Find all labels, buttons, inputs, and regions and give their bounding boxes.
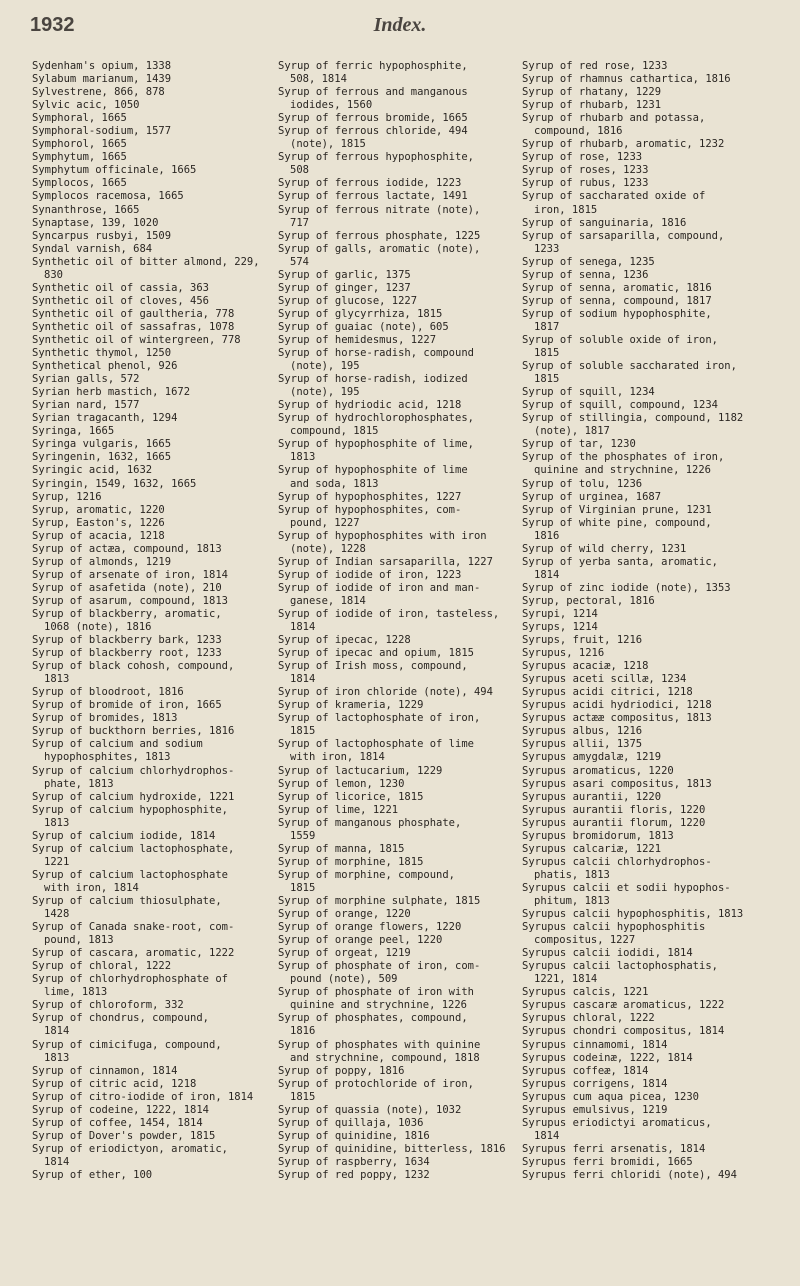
index-entry: Syrupus aurantii floris, 1220	[522, 803, 706, 816]
index-entry-continuation: and strychnine, compound, 1818	[290, 1051, 480, 1064]
index-entry-continuation: 574	[290, 255, 309, 268]
index-entry: Syrup of hypophosphites, com-	[278, 503, 462, 516]
index-entry: Syrup, Easton's, 1226	[32, 516, 165, 529]
index-entry-continuation: 1559	[290, 829, 316, 842]
index-entry: Syrup of almonds, 1219	[32, 555, 172, 568]
index-entry-continuation: 1813	[44, 673, 70, 686]
index-entry: Syrup of Indian sarsaparilla, 1227	[278, 555, 493, 568]
index-entry: Syrup of bromides, 1813	[32, 712, 178, 725]
index-entry: Syrup of hydriodic acid, 1218	[278, 399, 462, 412]
index-entry: Syrup of rhubarb and potassa,	[522, 112, 706, 125]
index-entry: Syrup of glycyrrhiza, 1815	[278, 307, 443, 320]
index-entry: Symplocos, 1665	[32, 177, 127, 190]
index-entry-continuation: 1815	[290, 725, 316, 738]
index-entry: Syrup of poppy, 1816	[278, 1064, 405, 1077]
index-entry: Synthetic oil of sassafras, 1078	[32, 320, 235, 333]
page-year: 1932	[30, 14, 75, 36]
index-entry: Syrian tragacanth, 1294	[32, 412, 178, 425]
index-entry-continuation: 1816	[290, 1025, 316, 1038]
index-entry-continuation: 1221, 1814	[534, 973, 598, 986]
index-entry: Syrupus acidi citrici, 1218	[522, 686, 693, 699]
index-entry: Syrup of ferrous iodide, 1223	[278, 177, 462, 190]
index-entry: Syrup of cascara, aromatic, 1222	[32, 947, 235, 960]
index-entry: Syrup of ginger, 1237	[278, 281, 411, 294]
index-entry: Syrian nard, 1577	[32, 399, 140, 412]
index-entry: Syrup of ferrous nitrate (note),	[278, 203, 481, 216]
index-entry: Sydenham's opium, 1338	[32, 60, 172, 72]
index-entry-continuation: (note), 1815	[290, 138, 366, 151]
index-entry: Syrupus asari compositus, 1813	[522, 777, 712, 790]
index-entry: Syrup of orange, 1220	[278, 908, 411, 921]
index-entry: Synthetic oil of gaultheria, 778	[32, 307, 235, 320]
index-entry: Syrup of lactophosphate of lime	[278, 738, 474, 751]
index-entry: Syrupus bromidorum, 1813	[522, 829, 674, 842]
index-entry: Syrupus calcii chlorhydrophos-	[522, 855, 712, 868]
index-entry-continuation: 1816	[534, 529, 560, 542]
index-entry-continuation: compound, 1816	[534, 125, 623, 138]
index-entry-continuation: lime, 1813	[44, 986, 108, 999]
index-entry: Syrup of calcium hydroxide, 1221	[32, 790, 235, 803]
index-entry: Syrup of senna, 1236	[522, 268, 649, 281]
index-entry: Syrupus chondri compositus, 1814	[522, 1025, 725, 1038]
index-entry-continuation: 1815	[290, 881, 316, 894]
index-entry: Syrup of phosphate of iron, com-	[278, 960, 481, 973]
index-entry: Syrup of senna, compound, 1817	[522, 294, 712, 307]
index-entry: Synanthrose, 1665	[32, 203, 140, 216]
index-entry: Syrup of chloral, 1222	[32, 960, 172, 973]
index-entry: Syrup of ferrous chloride, 494	[278, 125, 468, 138]
index-entry: Syrup of orange peel, 1220	[278, 934, 443, 947]
index-entry: Syrup of raspberry, 1634	[278, 1155, 430, 1168]
index-entry: Syrup of lemon, 1230	[278, 777, 405, 790]
index-entry: Syrupi, 1214	[522, 607, 598, 620]
index-entry-continuation: 1428	[44, 908, 70, 921]
index-entry: Syrup of ether, 100	[32, 1168, 153, 1181]
index-entry: Syrup of Canada snake-root, com-	[32, 921, 235, 934]
index-entry: Syncarpus rusbyi, 1509	[32, 229, 172, 242]
index-entry: Syrup of citric acid, 1218	[32, 1077, 197, 1090]
index-entry: Syrupus cascaræ aromaticus, 1222	[522, 999, 725, 1012]
index-entry: Syrup of asafetida (note), 210	[32, 581, 222, 594]
index-entry: Synthetic oil of cloves, 456	[32, 294, 210, 307]
index-entry: Synthetic thymol, 1250	[32, 347, 172, 360]
index-entry: Syrup of ipecac, 1228	[278, 634, 411, 647]
index-entry: Syrup of sarsaparilla, compound,	[522, 229, 725, 242]
index-entry: Syrup of horse-radish, iodized	[278, 373, 468, 386]
index-entry-continuation: compositus, 1227	[534, 934, 636, 947]
index-entry: Syrupus calcii iodidi, 1814	[522, 947, 693, 960]
index-entry: Syrup of sanguinaria, 1816	[522, 216, 687, 229]
index-entry-continuation: 1814	[534, 568, 560, 581]
index-entry: Syrup of ferrous and manganous	[278, 86, 468, 99]
index-entry: Syrup of manna, 1815	[278, 842, 405, 855]
index-entry: Syrup of soluble oxide of iron,	[522, 333, 718, 346]
index-entry: Syringic acid, 1632	[32, 464, 153, 477]
page-title: Index.	[373, 14, 427, 36]
index-entry-continuation: compound, 1815	[290, 425, 379, 438]
index-entry: Syrup of soluble saccharated iron,	[522, 360, 737, 373]
index-entry-continuation: hypophosphites, 1813	[44, 751, 171, 764]
index-entry: Syrup of black cohosh, compound,	[32, 660, 235, 673]
index-entry: Syrup of urginea, 1687	[522, 490, 662, 503]
index-entry-continuation: 1814	[290, 621, 316, 634]
index-entry: Syrupus aurantii florum, 1220	[522, 816, 706, 829]
index-entry-continuation: (note), 195	[290, 386, 360, 399]
index-entry: Syrup of tolu, 1236	[522, 477, 643, 490]
index-entry: Syrup of calcium lactophosphate,	[32, 842, 235, 855]
index-column-3	[522, 60, 760, 1182]
index-entry-continuation: 508	[290, 164, 309, 177]
index-entry: Syrup of actæa, compound, 1813	[32, 542, 222, 555]
index-entry: Syrup, aromatic, 1220	[32, 503, 165, 516]
index-entry: Syrup of blackberry, aromatic,	[32, 607, 222, 620]
index-entry: Syrupus calcii hypophosphitis, 1813	[522, 908, 744, 921]
index-entry: Syrup of rhubarb, aromatic, 1232	[522, 138, 725, 151]
index-entry: Symphoral, 1665	[32, 112, 127, 125]
index-entry-continuation: 1817	[534, 320, 560, 333]
index-entry: Syrupus chloral, 1222	[522, 1012, 655, 1025]
index-entry: Syringa vulgaris, 1665	[32, 438, 172, 451]
index-entry: Synthetic oil of cassia, 363	[32, 281, 210, 294]
index-entry: Syrup of blackberry root, 1233	[32, 647, 222, 660]
index-entry: Syrup of lactucarium, 1229	[278, 764, 443, 777]
index-entry: Symphytum officinale, 1665	[32, 164, 197, 177]
index-entry: Syrup of Virginian prune, 1231	[522, 503, 712, 516]
index-entry: Syrup of garlic, 1375	[278, 268, 411, 281]
index-entry: Syrup of sodium hypophosphite,	[522, 307, 712, 320]
index-entry: Sylvic acic, 1050	[32, 99, 140, 112]
index-entry: Syrup of hypophosphites with iron	[278, 529, 487, 542]
index-entry: Syrupus calcii lactophosphatis,	[522, 960, 718, 973]
index-entry-continuation: (note), 1228	[290, 542, 366, 555]
index-entry: Syrupus aromaticus, 1220	[522, 764, 674, 777]
index-entry: Syrup of stillingia, compound, 1182	[522, 412, 744, 425]
index-entry: Syrup of calcium and sodium	[32, 738, 203, 751]
index-entry: Syrup of senna, aromatic, 1816	[522, 281, 712, 294]
index-entry: Syringa, 1665	[32, 425, 115, 438]
index-entry-continuation: (note), 195	[290, 360, 360, 373]
index-entry: Syrup of chlorhydrophosphate of	[32, 973, 228, 986]
index-entry: Symphorol, 1665	[32, 138, 127, 151]
index-entry-continuation: 1815	[534, 373, 560, 386]
index-entry: Syrupus calcii hypophosphitis	[522, 921, 706, 934]
index-entry: Symphoral-sodium, 1577	[32, 125, 172, 138]
index-entry: Syrup, pectoral, 1816	[522, 594, 655, 607]
index-entry: Syrup of morphine, 1815	[278, 855, 424, 868]
index-entry-continuation: iodides, 1560	[290, 99, 373, 112]
index-entry: Syrup of cimicifuga, compound,	[32, 1038, 222, 1051]
index-entry: Syrup of hydrochlorophosphates,	[278, 412, 474, 425]
index-entry: Syrupus cinnamomi, 1814	[522, 1038, 668, 1051]
index-entry: Syrup of ferrous hypophosphite,	[278, 151, 474, 164]
index-entry: Syrup of asarum, compound, 1813	[32, 594, 228, 607]
index-entry: Syrup of morphine sulphate, 1815	[278, 895, 481, 907]
index-entry: Syrup of iodide of iron and man-	[278, 581, 481, 594]
index-entry: Syrupus ferri bromidi, 1665	[522, 1155, 693, 1168]
index-entry-continuation: phitum, 1813	[534, 895, 610, 907]
index-entry: Syrup of squill, compound, 1234	[522, 399, 718, 412]
index-entry-continuation: 1815	[534, 347, 560, 360]
index-entry-continuation: quinine and strychnine, 1226	[290, 999, 468, 1012]
index-entry: Syrup of hypophosphite of lime,	[278, 438, 474, 451]
index-entry: Syrup of calcium iodide, 1814	[32, 829, 216, 842]
index-entry-continuation: phatis, 1813	[534, 868, 610, 881]
index-entry: Syringin, 1549, 1632, 1665	[32, 477, 197, 490]
index-entry-continuation: pound (note), 509	[290, 973, 398, 986]
index-entry: Syrup of coffee, 1454, 1814	[32, 1116, 203, 1129]
index-entry: Syrup of quinidine, 1816	[278, 1129, 430, 1142]
index-entry: Synthetic oil of wintergreen, 778	[32, 333, 241, 346]
index-entry: Syrup of hypophosphites, 1227	[278, 490, 462, 503]
index-entry: Syrup of eriodictyon, aromatic,	[32, 1142, 228, 1155]
index-entry: Sylabum marianum, 1439	[32, 73, 172, 86]
index-entry: Syrup of zinc iodide (note), 1353	[522, 581, 731, 594]
index-entry-continuation: quinine and strychnine, 1226	[534, 464, 712, 477]
index-entry: Syrupus albus, 1216	[522, 725, 643, 738]
index-entry: Syrup of phosphate of iron with	[278, 986, 474, 999]
index-entry: Syrup of iodide of iron, 1223	[278, 568, 462, 581]
index-entry: Syrup of protochloride of iron,	[278, 1077, 474, 1090]
index-entry: Syrupus cum aqua picea, 1230	[522, 1090, 700, 1103]
index-entry: Syrup of acacia, 1218	[32, 529, 165, 542]
index-entry: Sylvestrene, 866, 878	[32, 86, 165, 99]
index-entry: Syrup of arsenate of iron, 1814	[32, 568, 228, 581]
index-entry-continuation: ganese, 1814	[290, 594, 366, 607]
index-entry: Syrupus acaciæ, 1218	[522, 660, 649, 673]
index-entry-continuation: 717	[290, 216, 309, 229]
index-entry: Syrupus ferri arsenatis, 1814	[522, 1142, 706, 1155]
index-entry-continuation: 1813	[290, 451, 316, 464]
index-entry: Synaptase, 139, 1020	[32, 216, 159, 229]
index-entry-continuation: 508, 1814	[290, 73, 347, 86]
index-entry: Syrup of ferrous bromide, 1665	[278, 112, 468, 125]
index-entry: Syrup of bloodroot, 1816	[32, 686, 184, 699]
index-entry: Synthetical phenol, 926	[32, 360, 178, 373]
index-entry: Syrup of quassia (note), 1032	[278, 1103, 462, 1116]
index-entry: Syrian galls, 572	[32, 373, 140, 386]
index-entry: Syrup of phosphates, compound,	[278, 1012, 468, 1025]
index-entry: Syrupus corrigens, 1814	[522, 1077, 668, 1090]
index-entry-continuation: 1814	[534, 1129, 560, 1142]
index-entry: Synthetic oil of bitter almond, 229,	[32, 255, 260, 268]
index-entry: Syrup of hypophosphite of lime	[278, 464, 468, 477]
index-entry: Syringenin, 1632, 1665	[32, 451, 172, 464]
index-entry: Syrup of white pine, compound,	[522, 516, 712, 529]
index-entry: Syrupus, 1216	[522, 647, 605, 660]
index-entry: Syrup of calcium chlorhydrophos-	[32, 764, 235, 777]
index-entry-continuation: 1814	[290, 673, 316, 686]
index-entry: Syrup of cinnamon, 1814	[32, 1064, 178, 1077]
index-entry: Syrup of orange flowers, 1220	[278, 921, 462, 934]
index-entry: Symplocos racemosa, 1665	[32, 190, 184, 203]
index-entry: Syrup, 1216	[32, 490, 102, 503]
index-entry: Syrup of red poppy, 1232	[278, 1168, 430, 1181]
index-entry: Syrupus calcii et sodii hypophos-	[522, 881, 731, 894]
index-column-2	[278, 60, 516, 1182]
index-entry: Syrup of manganous phosphate,	[278, 816, 462, 829]
index-entry: Syrup of codeine, 1222, 1814	[32, 1103, 210, 1116]
index-entry: Syrup of krameria, 1229	[278, 699, 424, 712]
index-entry: Syrupus ferri chloridi (note), 494	[522, 1168, 737, 1181]
index-entry: Syrupus coffeæ, 1814	[522, 1064, 649, 1077]
index-entry: Syrup of ipecac and opium, 1815	[278, 647, 474, 660]
index-entry: Syrup of licorice, 1815	[278, 790, 424, 803]
index-entry: Syrupus calcariæ, 1221	[522, 842, 662, 855]
index-entry-continuation: 1221	[44, 855, 70, 868]
index-entry: Syrupus eriodictyi aromaticus,	[522, 1116, 712, 1129]
index-entry-continuation: 1068 (note), 1816	[44, 621, 152, 634]
index-entry: Syrup of iodide of iron, tasteless,	[278, 607, 500, 620]
index-entry: Syrup of roses, 1233	[522, 164, 649, 177]
index-entry-continuation: 1813	[44, 1051, 70, 1064]
index-entry: Syrup of Irish moss, compound,	[278, 660, 468, 673]
index-entry-continuation: pound, 1227	[290, 516, 360, 529]
index-entry: Syrup of bromide of iron, 1665	[32, 699, 222, 712]
index-entry: Syrup of citro-iodide of iron, 1814	[32, 1090, 254, 1103]
index-entry: Syrup of calcium hypophosphite,	[32, 803, 228, 816]
index-entry-continuation: 1814	[44, 1155, 70, 1168]
index-entry: Syrup of lactophosphate of iron,	[278, 712, 481, 725]
index-entry: Syrup of tar, 1230	[522, 438, 636, 451]
index-entry: Syrup of lime, 1221	[278, 803, 399, 816]
index-entry-continuation: 1815	[290, 1090, 316, 1103]
index-entry: Syrup of chondrus, compound,	[32, 1012, 210, 1025]
index-entry: Syrup of buckthorn berries, 1816	[32, 725, 235, 738]
index-entry: Syrup of quillaja, 1036	[278, 1116, 424, 1129]
index-entry: Syrup of phosphates with quinine	[278, 1038, 481, 1051]
index-entry: Syrup of horse-radish, compound	[278, 347, 474, 360]
index-entry: Syrupus actææ compositus, 1813	[522, 712, 712, 725]
index-entry: Syrup of guaiac (note), 605	[278, 320, 449, 333]
index-entry: Syrup of rhamnus cathartica, 1816	[522, 73, 731, 86]
index-entry: Syrup of rubus, 1233	[522, 177, 649, 190]
index-entry: Syrup of quinidine, bitterless, 1816	[278, 1142, 506, 1155]
index-entry: Syrup of the phosphates of iron,	[522, 451, 725, 464]
index-entry-continuation: with iron, 1814	[290, 751, 385, 764]
index-entry: Syrupus aceti scillæ, 1234	[522, 673, 687, 686]
index-entry: Syrup of hemidesmus, 1227	[278, 333, 437, 346]
index-entry: Syrup of wild cherry, 1231	[522, 542, 687, 555]
index-entry: Syrups, fruit, 1216	[522, 634, 643, 647]
index-entry: Syndal varnish, 684	[32, 242, 153, 255]
index-entry: Syrup of ferrous lactate, 1491	[278, 190, 468, 203]
index-entry-continuation: 1233	[534, 242, 560, 255]
index-entry: Syrian herb mastich, 1672	[32, 386, 191, 399]
index-entry: Syrup of red rose, 1233	[522, 60, 668, 72]
index-entry: Syrup of squill, 1234	[522, 386, 655, 399]
index-entry-continuation: phate, 1813	[44, 777, 114, 790]
index-entry: Syrup of calcium lactophosphate	[32, 868, 228, 881]
index-entry-continuation: (note), 1817	[534, 425, 610, 438]
index-entry-continuation: 1814	[44, 1025, 70, 1038]
index-entry: Syrupus emulsivus, 1219	[522, 1103, 668, 1116]
index-entry: Syrup of ferrous phosphate, 1225	[278, 229, 481, 242]
index-entry: Syrup of ferric hypophosphite,	[278, 60, 468, 72]
index-entry-continuation: pound, 1813	[44, 934, 114, 947]
index-entry: Syrup of rhatany, 1229	[522, 86, 662, 99]
index-entry: Syrupus amygdalæ, 1219	[522, 751, 662, 764]
index-column-1	[32, 60, 270, 1182]
index-entry: Syrup of iron chloride (note), 494	[278, 686, 493, 699]
index-entry-continuation: and soda, 1813	[290, 477, 379, 490]
index-entry: Syrup of glucose, 1227	[278, 294, 418, 307]
index-entry: Symphytum, 1665	[32, 151, 127, 164]
index-entry: Syrups, 1214	[522, 621, 598, 634]
index-entry-continuation: with iron, 1814	[44, 881, 139, 894]
index-entry-continuation: iron, 1815	[534, 203, 598, 216]
index-entry: Syrup of orgeat, 1219	[278, 947, 411, 960]
index-entry: Syrupus codeinæ, 1222, 1814	[522, 1051, 693, 1064]
index-entry: Syrup of yerba santa, aromatic,	[522, 555, 718, 568]
index-entry: Syrup of saccharated oxide of	[522, 190, 706, 203]
index-entry: Syrupus aurantii, 1220	[522, 790, 662, 803]
index-entry: Syrup of calcium thiosulphate,	[32, 895, 222, 907]
index-entry-continuation: 830	[44, 268, 63, 281]
index-entry: Syrup of Dover's powder, 1815	[32, 1129, 216, 1142]
index-entry: Syrupus acidi hydriodici, 1218	[522, 699, 712, 712]
page-header	[0, 14, 800, 44]
index-entry: Syrup of rose, 1233	[522, 151, 643, 164]
index-entry: Syrup of rhubarb, 1231	[522, 99, 662, 112]
index-entry: Syrup of galls, aromatic (note),	[278, 242, 481, 255]
index-entry: Syrup of senega, 1235	[522, 255, 655, 268]
index-entry: Syrup of morphine, compound,	[278, 868, 456, 881]
index-entry: Syrup of chloroform, 332	[32, 999, 184, 1012]
index-entry: Syrup of blackberry bark, 1233	[32, 634, 222, 647]
index-entry: Syrupus allii, 1375	[522, 738, 643, 751]
index-entry: Syrupus calcis, 1221	[522, 986, 649, 999]
index-entry-continuation: 1813	[44, 816, 70, 829]
